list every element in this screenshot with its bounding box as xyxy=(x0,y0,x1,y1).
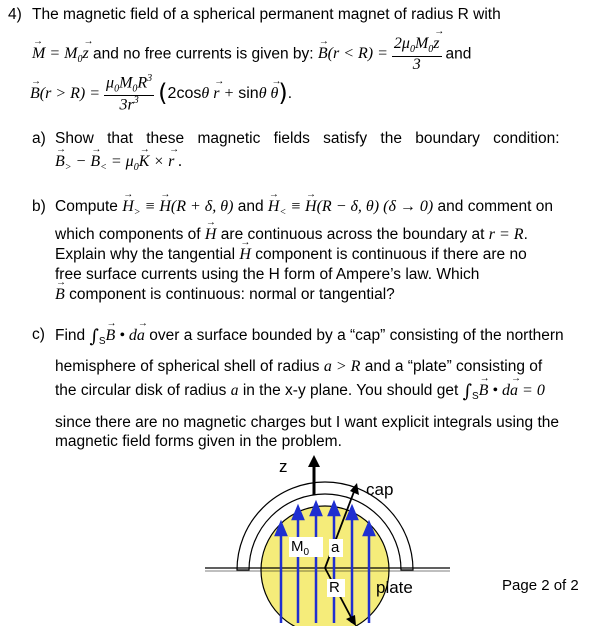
plate-label: plate xyxy=(376,578,413,597)
part-c-line1: Find $\int_S\to B$ • d→ a over a surface bounded by a “cap” consisting of the northern xyxy=(55,326,564,347)
part-c-line3: the circular disk of radius a in the x-y plane. You should get $\int_S\to B$ • d→ a = 0 xyxy=(55,381,545,402)
part-a-label: a) xyxy=(32,130,46,147)
m0-label: $M_0$ xyxy=(291,538,310,558)
b-inside-eq: → B(r < R) = $\frac{2\mu_0M_0\to z}{3}$ xyxy=(318,45,446,62)
boundary-condition-eq: → $B_>$ − → $B_< = \mu_0\to K$ × → r . xyxy=(55,153,182,173)
line2-text: and no free currents is given by: xyxy=(93,45,314,63)
part-b-label: b) xyxy=(32,198,46,215)
b-outside-eq: → B(r > R) = $\frac{\mu_0M_0R^3}{3r^3}$ (2cosθ → r + sinθ → θ). xyxy=(30,74,292,114)
magnet-diagram xyxy=(205,455,455,626)
magnetization-line xyxy=(32,36,471,73)
part-b-line5: → B component is continuous: normal or tangential? xyxy=(55,286,395,304)
part-b-line1: Compute → $H_>$ ≡ → H(R + δ, θ) and → $H_<$ ≡ → H(R − δ, θ) (δ → 0) and comment on xyxy=(55,198,553,218)
a-label: a xyxy=(331,539,340,556)
part-c-line4: since there are no magnetic charges but I want explicit integrals using the xyxy=(55,414,560,431)
z-label: z xyxy=(279,457,288,476)
r-label: R xyxy=(329,579,340,596)
and-word: and xyxy=(445,45,472,63)
part-b-line4: free surface currents using the H form of Ampere’s law. Which xyxy=(55,266,480,283)
part-b-line2: which components of → H are continuous across the boundary at r = R. xyxy=(55,226,528,244)
part-c-line2: hemisphere of spherical shell of radius a > R and a “plate” consisting of xyxy=(55,358,543,375)
part-a-text: Show that these magnetic fields satisfy the boundary condition: xyxy=(55,130,560,147)
problem-number: 4) xyxy=(8,6,22,23)
magnetization-eq: → $M = M_0\to z$ xyxy=(32,45,89,62)
cap-label: cap xyxy=(366,480,394,499)
problem-intro: The magnetic field of a spherical permanent magnet of radius R with xyxy=(32,6,501,23)
page-number: Page 2 of 2 xyxy=(502,577,579,594)
part-c-label: c) xyxy=(32,326,45,343)
part-b-line3: Explain why the tangential → H component is continuous if there are no xyxy=(55,246,527,264)
part-c-line5: magnetic field forms given in the problem. xyxy=(55,433,342,450)
